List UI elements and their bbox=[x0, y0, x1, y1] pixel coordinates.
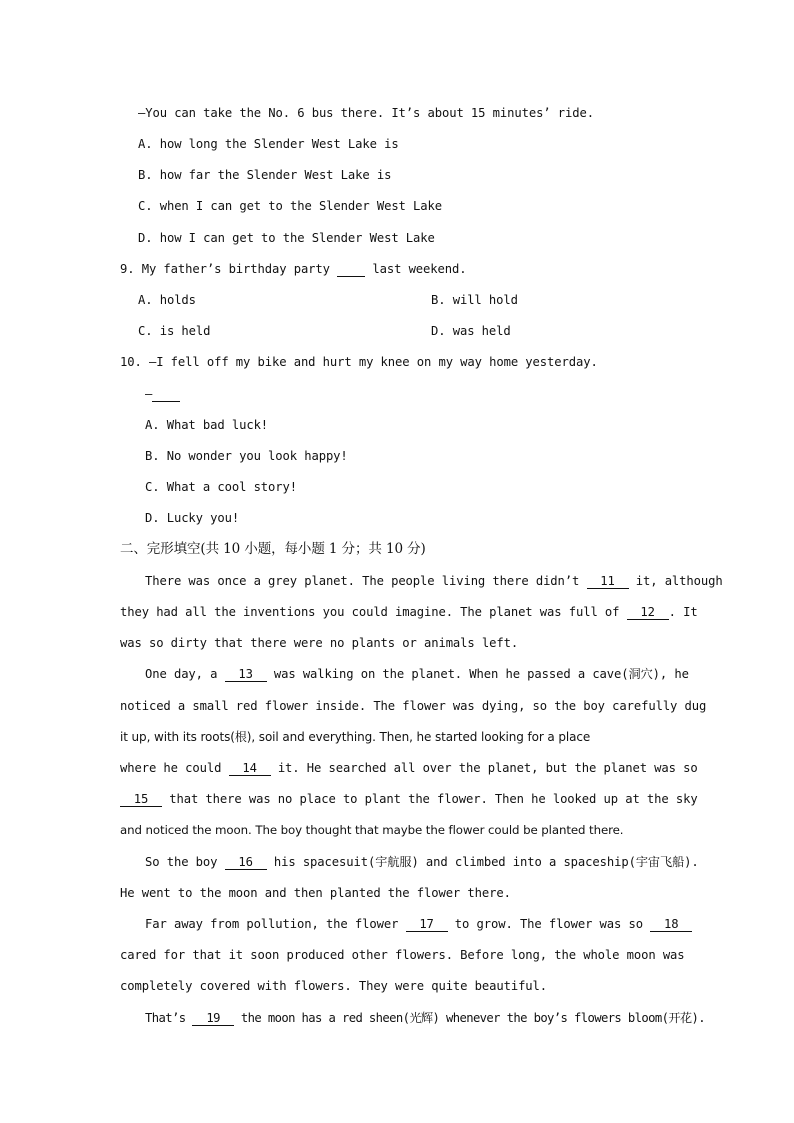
q9-option-d: D. was held bbox=[431, 324, 511, 338]
q10-option-d: D. Lucky you! bbox=[145, 511, 240, 525]
blank-16: 16 bbox=[225, 855, 267, 870]
passage-line: That’s 19 the moon has a red sheen(光辉) whenever the boy’s flowers bloom(开花). bbox=[145, 1011, 705, 1025]
q10-option-a: A. What bad luck! bbox=[145, 418, 269, 432]
blank-19: 19 bbox=[192, 1011, 234, 1026]
q8-option-b: B. how far the Slender West Lake is bbox=[138, 168, 392, 182]
q8-option-a: A. how long the Slender West Lake is bbox=[138, 137, 399, 151]
passage-line: He went to the moon and then planted the flower there. bbox=[120, 886, 511, 900]
q9-option-c: C. is held bbox=[138, 324, 211, 338]
q10-reply: — bbox=[145, 386, 180, 402]
passage-line: There was once a grey planet. The people living there didn’t 11 it, although bbox=[145, 574, 723, 588]
passage-line: So the boy 16 his spacesuit(宇航服) and climbed into a spaceship(宇宙飞船). bbox=[145, 855, 699, 869]
blank-13: 13 bbox=[225, 667, 267, 682]
passage-line: One day, a 13 was walking on the planet. When he passed a cave(洞穴), he bbox=[145, 667, 689, 681]
passage-line: cared for that it soon produced other flowers. Before long, the whole moon was bbox=[120, 948, 685, 962]
passage-line: was so dirty that there were no plants or animals left. bbox=[120, 636, 519, 650]
q10-option-c: C. What a cool story! bbox=[145, 480, 297, 494]
passage-line: and noticed the moon. The boy thought that maybe the flower could be planted there. bbox=[120, 823, 624, 837]
q8-answer-line: —You can take the No. 6 bus there. It’s about 15 minutes’ ride. bbox=[138, 106, 594, 120]
blank-11: 11 bbox=[587, 574, 629, 589]
blank-18: 18 bbox=[650, 917, 692, 932]
q10-blank bbox=[152, 387, 180, 402]
blank-12: 12 bbox=[627, 605, 669, 620]
q9-option-a: A. holds bbox=[138, 293, 196, 307]
passage-line: Far away from pollution, the flower 17 to grow. The flower was so 18 bbox=[145, 916, 692, 932]
q8-option-d: D. how I can get to the Slender West Lake bbox=[138, 231, 435, 245]
q9-option-b: B. will hold bbox=[431, 293, 518, 307]
blank-17: 17 bbox=[406, 917, 448, 932]
section-heading: 二、完形填空(共 10 小题，每小题 1 分；共 10 分) bbox=[120, 541, 426, 557]
q10-option-b: B. No wonder you look happy! bbox=[145, 449, 348, 463]
blank-15: 15 bbox=[120, 792, 162, 807]
passage-line: completely covered with flowers. They were quite beautiful. bbox=[120, 979, 548, 993]
blank-14: 14 bbox=[229, 761, 271, 776]
passage-line: where he could 14 it. He searched all over the planet, but the planet was so bbox=[120, 761, 698, 775]
passage-line: it up, with its roots(根), soil and everything. Then, he started looking for a place bbox=[120, 730, 591, 744]
q10-stem: 10. —I fell off my bike and hurt my knee on my way home yesterday. bbox=[120, 355, 598, 369]
q8-option-c: C. when I can get to the Slender West Lake bbox=[138, 199, 442, 213]
passage-line: 15 that there was no place to plant the flower. Then he looked up at the sky bbox=[120, 791, 698, 807]
q9-stem: 9. My father’s birthday party last weekend. bbox=[120, 262, 467, 276]
passage-line: they had all the inventions you could imagine. The planet was full of 12 . It bbox=[120, 605, 698, 619]
q9-blank bbox=[337, 262, 365, 277]
passage-line: noticed a small red flower inside. The flower was dying, so the boy carefully dug bbox=[120, 699, 707, 713]
